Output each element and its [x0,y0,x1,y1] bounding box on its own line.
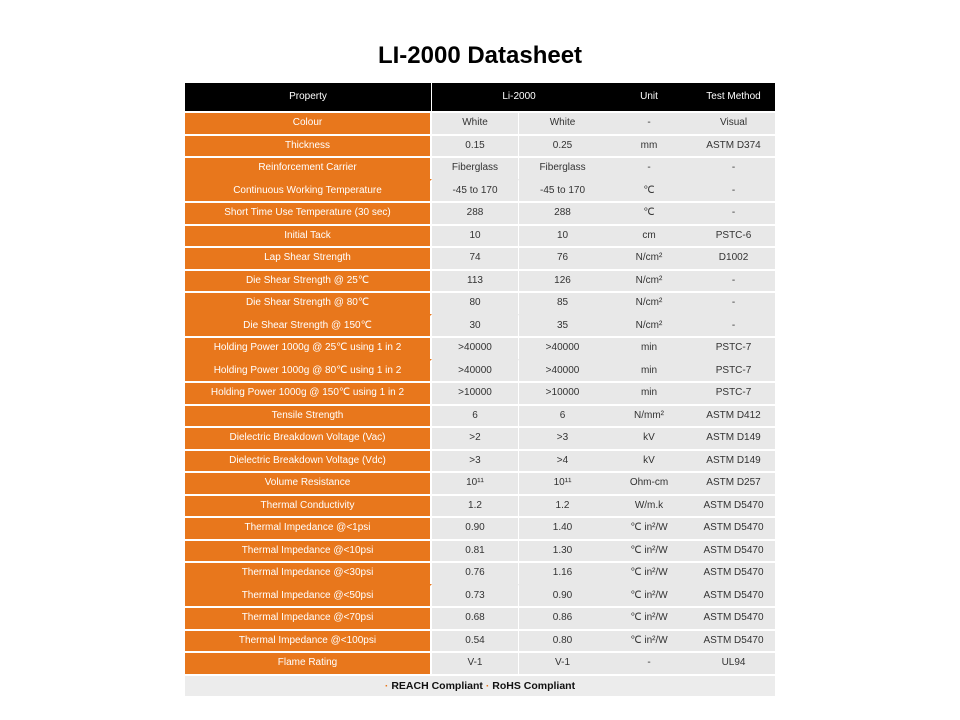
test-method-cell: UL94 [692,651,775,674]
value-cell: V-1 [432,651,519,674]
property-cell: Thickness [185,134,432,157]
property-cell: Dielectric Breakdown Voltage (Vdc) [185,449,432,472]
table-row [185,381,775,404]
property-cell: Thermal Conductivity [185,494,432,517]
compliance-note [185,674,775,696]
value-cell: >4 [519,449,606,472]
unit-cell: Ohm-cm [606,471,692,494]
value-cell: 288 [432,201,519,224]
unit-cell: min [606,336,692,359]
value-cell: 0.15 [432,134,519,157]
unit-cell: - [606,156,692,179]
value-cell: 0.86 [519,606,606,629]
value-cell: 288 [519,201,606,224]
test-method-cell: ASTM D5470 [692,539,775,562]
property-cell: Tensile Strength [185,404,432,427]
property-cell: Colour [185,111,432,134]
table-row [185,651,775,674]
property-cell: Lap Shear Strength [185,246,432,269]
test-method-cell: ASTM D257 [692,471,775,494]
test-method-cell: PSTC-6 [692,224,775,247]
test-method-cell: ASTM D149 [692,426,775,449]
property-cell: Flame Rating [185,651,432,674]
value-cell: >40000 [432,359,519,382]
value-cell: 1.2 [432,494,519,517]
test-method-cell: - [692,156,775,179]
unit-cell: ℃ in²/W [606,606,692,629]
table-row [185,494,775,517]
unit-cell: N/cm² [606,291,692,314]
value-cell: 0.73 [432,584,519,607]
property-cell: Short Time Use Temperature (30 sec) [185,201,432,224]
page-title: LI-2000 Datasheet [377,42,583,69]
value-cell: >3 [519,426,606,449]
property-cell: Reinforcement Carrier [185,156,432,179]
test-method-cell: ASTM D5470 [692,629,775,652]
test-method-cell: ASTM D374 [692,134,775,157]
unit-cell: mm [606,134,692,157]
value-cell: 0.54 [432,629,519,652]
value-cell: 0.76 [432,561,519,584]
table-row [185,629,775,652]
property-cell: Volume Resistance [185,471,432,494]
test-method-cell: - [692,314,775,337]
unit-cell: ℃ in²/W [606,516,692,539]
value-cell: 1.16 [519,561,606,584]
table-row [185,269,775,292]
reach-compliant: REACH Compliant [391,679,483,692]
unit-cell: N/cm² [606,314,692,337]
test-method-cell: PSTC-7 [692,359,775,382]
value-cell: 1.30 [519,539,606,562]
value-cell: V-1 [519,651,606,674]
unit-cell: kV [606,449,692,472]
test-method-cell: - [692,269,775,292]
value-cell: Fiberglass [519,156,606,179]
header-unit: Unit [606,83,692,111]
table-row [185,561,775,584]
test-method-cell: ASTM D5470 [692,494,775,517]
value-cell: 113 [432,269,519,292]
compliance-row [185,674,775,696]
property-cell: Thermal Impedance @<1psi [185,516,432,539]
table-row [185,314,775,337]
value-cell: 126 [519,269,606,292]
value-cell: 74 [432,246,519,269]
unit-cell: ℃ in²/W [606,539,692,562]
table-row [185,606,775,629]
value-cell: 10 [432,224,519,247]
header-product: Li-2000 [432,83,606,111]
table-row [185,224,775,247]
value-cell: 30 [432,314,519,337]
property-cell: Thermal Impedance @<10psi [185,539,432,562]
property-cell: Holding Power 1000g @ 150℃ using 1 in 2 [185,381,432,404]
property-cell: Thermal Impedance @<30psi [185,561,432,584]
test-method-cell: - [692,291,775,314]
value-cell: 1.40 [519,516,606,539]
test-method-cell: ASTM D5470 [692,516,775,539]
test-method-cell: Visual [692,111,775,134]
header-test-method: Test Method [692,83,775,111]
value-cell: 0.68 [432,606,519,629]
unit-cell: min [606,359,692,382]
unit-cell: ℃ [606,179,692,202]
test-method-cell: ASTM D149 [692,449,775,472]
value-cell: 76 [519,246,606,269]
table-row [185,179,775,202]
value-cell: 0.81 [432,539,519,562]
value-cell: 0.25 [519,134,606,157]
value-cell: -45 to 170 [432,179,519,202]
header-property: Property [185,83,432,111]
value-cell: 10 [519,224,606,247]
value-cell: 0.80 [519,629,606,652]
table-row [185,134,775,157]
property-cell: Continuous Working Temperature [185,179,432,202]
unit-cell: W/m.k [606,494,692,517]
property-cell: Dielectric Breakdown Voltage (Vac) [185,426,432,449]
test-method-cell: ASTM D5470 [692,561,775,584]
property-cell: Die Shear Strength @ 80℃ [185,291,432,314]
property-cell: Die Shear Strength @ 150℃ [185,314,432,337]
unit-cell: N/cm² [606,246,692,269]
value-cell: 10¹¹ [519,471,606,494]
rohs-compliant: RoHS Compliant [492,679,576,692]
table-row [185,584,775,607]
value-cell: 80 [432,291,519,314]
table-row [185,201,775,224]
test-method-cell: ASTM D5470 [692,606,775,629]
table-header-row [185,83,775,111]
unit-cell: kV [606,426,692,449]
unit-cell: N/mm² [606,404,692,427]
test-method-cell: PSTC-7 [692,336,775,359]
table-row [185,246,775,269]
value-cell: White [432,111,519,134]
unit-cell: cm [606,224,692,247]
bullet-icon: · [384,679,389,692]
unit-cell: ℃ in²/W [606,629,692,652]
value-cell: 6 [519,404,606,427]
table-row [185,539,775,562]
value-cell: >10000 [519,381,606,404]
property-cell: Thermal Impedance @<100psi [185,629,432,652]
value-cell: 0.90 [432,516,519,539]
value-cell: 10¹¹ [432,471,519,494]
property-cell: Die Shear Strength @ 25℃ [185,269,432,292]
unit-cell: N/cm² [606,269,692,292]
table-row [185,516,775,539]
table-row [185,426,775,449]
test-method-cell: ASTM D5470 [692,584,775,607]
value-cell: 35 [519,314,606,337]
unit-cell: - [606,651,692,674]
unit-cell: ℃ [606,201,692,224]
value-cell: 6 [432,404,519,427]
value-cell: >40000 [519,359,606,382]
unit-cell: - [606,111,692,134]
table-row [185,336,775,359]
value-cell: White [519,111,606,134]
property-cell: Thermal Impedance @<70psi [185,606,432,629]
property-cell: Initial Tack [185,224,432,247]
property-cell: Holding Power 1000g @ 25℃ using 1 in 2 [185,336,432,359]
value-cell: -45 to 170 [519,179,606,202]
test-method-cell: PSTC-7 [692,381,775,404]
unit-cell: ℃ in²/W [606,561,692,584]
property-cell: Thermal Impedance @<50psi [185,584,432,607]
table-row [185,111,775,134]
value-cell: 0.90 [519,584,606,607]
value-cell: >3 [432,449,519,472]
value-cell: >2 [432,426,519,449]
bullet-icon: · [485,679,490,692]
table-row [185,359,775,382]
table-row [185,156,775,179]
test-method-cell: ASTM D412 [692,404,775,427]
test-method-cell: D1002 [692,246,775,269]
unit-cell: min [606,381,692,404]
test-method-cell: - [692,179,775,202]
value-cell: 1.2 [519,494,606,517]
table-row [185,471,775,494]
test-method-cell: - [692,201,775,224]
table-row [185,404,775,427]
value-cell: >40000 [432,336,519,359]
table-row [185,291,775,314]
property-cell: Holding Power 1000g @ 80℃ using 1 in 2 [185,359,432,382]
datasheet-table [185,83,775,696]
table-row [185,449,775,472]
value-cell: 85 [519,291,606,314]
unit-cell: ℃ in²/W [606,584,692,607]
value-cell: Fiberglass [432,156,519,179]
value-cell: >10000 [432,381,519,404]
value-cell: >40000 [519,336,606,359]
